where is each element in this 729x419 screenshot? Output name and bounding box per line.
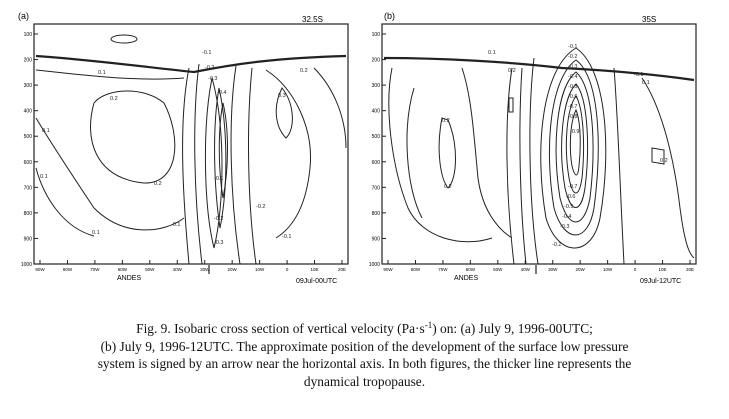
contour-line (507, 68, 514, 264)
contour-label: -0.1 (634, 72, 644, 78)
caption-line-4: dynamical tropopause. (303, 373, 426, 389)
y-axis-ticks-b (369, 32, 386, 268)
y-tick-label: 900 (371, 236, 380, 243)
x-tick-label: 10E (310, 267, 319, 272)
contour-label: -0.1 (214, 176, 224, 182)
x-tick-label: 20E (337, 267, 347, 272)
contour-label: 0.1 (42, 128, 50, 134)
date-label-b: 09Jul-12UTC (640, 278, 682, 285)
contour-label: -0.2 (552, 242, 562, 248)
x-tick-label: 70W (438, 267, 448, 272)
x-tick-label: 40W (172, 267, 182, 272)
y-tick-label: 300 (371, 83, 380, 90)
contour-label: -0.3 (560, 224, 570, 230)
y-tick-label: 400 (23, 108, 32, 115)
contour-line (314, 68, 346, 148)
y-tick-label: 900 (23, 236, 32, 243)
x-tick-label: 60W (465, 267, 475, 272)
x-tick-label: 20E (685, 267, 695, 272)
contour-label: -0.4 (562, 214, 572, 220)
caption-superscript: -1 (424, 320, 433, 330)
date-label-a: 09Jul-00UTC (296, 278, 338, 285)
contour-label: 0.1 (488, 50, 496, 56)
x-tick-label: 10W (255, 267, 265, 272)
caption-line-2: (b) July 9, 1996-12UTC. The approximate position of the development of the surface low pressure (100, 338, 629, 354)
x-tick-label: 10E (658, 267, 667, 272)
contour-line (195, 64, 202, 264)
panel-label-b: (b) (384, 11, 395, 21)
contour-line (520, 68, 526, 264)
contour-label: -0.2 (214, 216, 224, 222)
contour-line (36, 70, 184, 79)
y-tick-label: 1000 (368, 262, 380, 268)
contour-line (614, 68, 624, 264)
cross-section-plot-b (362, 8, 708, 288)
lat-label-a: 32.5S (302, 15, 323, 24)
contour-label: -0.7 (568, 104, 578, 110)
x-tick-label: 50W (145, 267, 155, 272)
contour-label: -0.2 (568, 54, 578, 60)
contour-label: 0.2 (442, 118, 450, 124)
contour-label: -0.4 (217, 90, 227, 96)
contour-label: 0.1 (40, 174, 48, 180)
contour-label: -0.5 (568, 84, 578, 90)
contour-label: -0.1 (171, 222, 181, 228)
contour-line (91, 91, 175, 183)
y-tick-label: 100 (371, 32, 380, 38)
x-tick-label: 0 (633, 267, 637, 272)
contour-line (389, 68, 492, 242)
x-tick-label: 90W (35, 267, 45, 272)
contour-label: -0.6 (566, 194, 576, 200)
x-tick-label: 30W (548, 267, 558, 272)
contour-label: 0.2 (110, 96, 118, 102)
contour-label: 0.2 (508, 68, 516, 74)
plot-frame-b (382, 24, 696, 264)
lat-label-b: 35S (642, 15, 657, 24)
caption-text: ) on: (a) July 9, 1996-00UTC; (432, 321, 593, 336)
contour-line (566, 96, 583, 193)
x-tick-label: 70W (90, 267, 100, 272)
panel-label-a: (a) (18, 11, 29, 21)
contour-line (462, 68, 512, 238)
contour-line (183, 68, 189, 264)
contour-line (642, 78, 694, 258)
contour-line (111, 35, 137, 43)
contour-label: -0.1 (202, 50, 212, 56)
x-tick-label: 10W (603, 267, 613, 272)
contour-label: 0.1 (642, 80, 650, 86)
contour-value-labels-a (40, 50, 308, 246)
caption-text: Fig. 9. Isobaric cross section of vertical velocity (Pa·s (136, 321, 425, 336)
contour-line (509, 98, 513, 112)
contour-label: -0.3 (568, 64, 578, 70)
cross-section-plot-a (14, 8, 360, 288)
panel-a (14, 8, 360, 288)
y-tick-label: 1000 (20, 262, 32, 268)
contour-label: -0.1 (568, 44, 578, 50)
caption-line-3: system is signed by an arrow near the horizontal axis. In both figures, the thicker line represents the (97, 356, 632, 372)
contour-label: -0.4 (568, 74, 578, 80)
contour-line (530, 58, 538, 264)
x-axis-ticks-b (383, 260, 694, 272)
y-tick-label: 200 (371, 57, 380, 64)
contour-line (249, 68, 256, 264)
contour-label: 0.2 (660, 158, 668, 164)
contour-label: 0.1 (92, 230, 100, 236)
y-tick-label: 700 (371, 185, 380, 192)
y-tick-label: 600 (371, 159, 380, 166)
contour-label: 0.2 (154, 181, 162, 187)
y-tick-label: 400 (371, 108, 380, 115)
x-tick-label: 60W (117, 267, 127, 272)
x-tick-label: 90W (383, 267, 393, 272)
caption-line-1 (20, 320, 709, 338)
contour-label: -0.3 (214, 240, 224, 246)
contour-label: -0.3 (208, 76, 218, 82)
contour-label: -0.9 (570, 129, 580, 135)
y-tick-label: 800 (23, 210, 32, 217)
place-label-a: ANDES (117, 275, 142, 282)
x-tick-label: 40W (520, 267, 530, 272)
tropopause-line (384, 58, 694, 80)
y-tick-label: 100 (23, 32, 32, 38)
x-tick-label: 20W (227, 267, 237, 272)
y-tick-label: 600 (23, 159, 32, 166)
x-tick-label: 80W (62, 267, 73, 272)
x-axis-ticks-a (35, 260, 346, 272)
y-tick-label: 700 (23, 185, 32, 192)
x-tick-label: 30W (200, 267, 210, 272)
contour-label: -0.5 (564, 204, 574, 210)
contour-label: -0.7 (568, 184, 578, 190)
contour-line (36, 118, 184, 230)
contour-label: -0.6 (568, 94, 578, 100)
y-axis-ticks-a (21, 32, 38, 268)
panel-b (362, 8, 708, 288)
contour-label: -0.1 (282, 234, 292, 240)
y-tick-label: 200 (23, 57, 32, 64)
x-tick-label: 20W (575, 267, 585, 272)
contour-line (439, 118, 455, 188)
x-tick-label: 50W (493, 267, 503, 272)
contour-label: 0.3 (278, 93, 286, 99)
contour-label: -0.8 (568, 114, 578, 120)
y-tick-label: 300 (23, 83, 32, 90)
x-tick-label: 80W (410, 267, 421, 272)
y-tick-label: 800 (371, 210, 380, 217)
contour-label: -0.2 (205, 65, 215, 71)
contour-line (266, 70, 311, 238)
contour-label: 0.2 (300, 68, 308, 74)
contour-label: -0.2 (256, 204, 266, 210)
y-tick-label: 500 (371, 134, 380, 141)
figure-caption (20, 320, 709, 390)
x-tick-label: 0 (285, 267, 289, 272)
contour-label: 0.1 (98, 70, 106, 76)
contour-label: 0.2 (444, 184, 452, 190)
y-tick-label: 500 (23, 134, 32, 141)
place-label-b: ANDES (454, 275, 479, 282)
contour-line (231, 66, 240, 264)
contour-line (407, 88, 422, 218)
